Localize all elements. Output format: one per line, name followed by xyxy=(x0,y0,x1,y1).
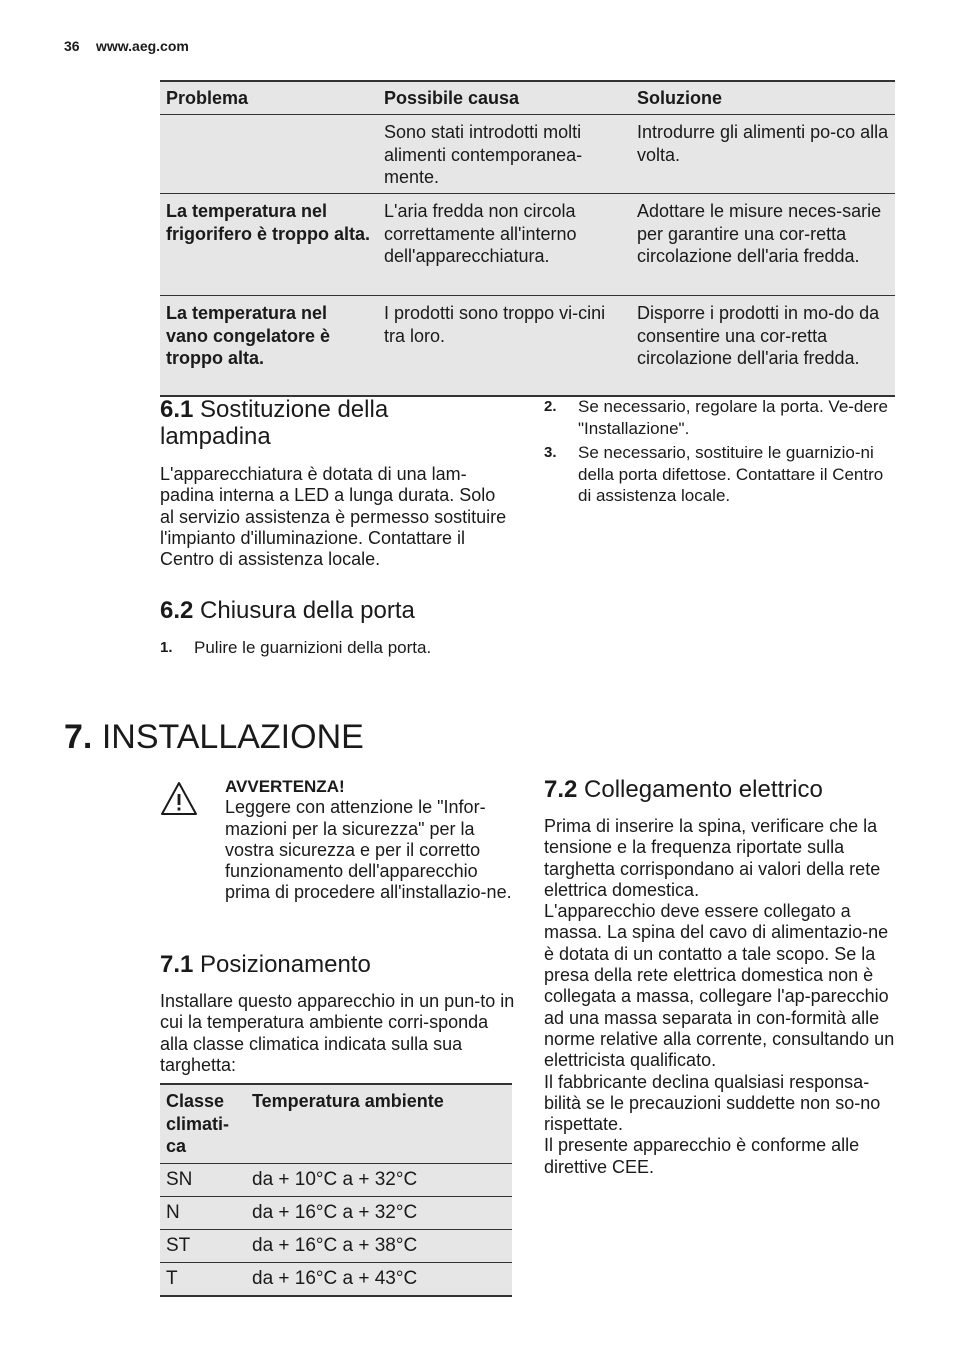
temperature-cell: da + 16°C a + 32°C xyxy=(252,1202,418,1223)
warning-title: AVVERTENZA! xyxy=(225,777,345,796)
class-cell: SN xyxy=(166,1169,193,1190)
solution-cell: Disporre i prodotti in mo-do da consentire una cor-retta circolazione dell'aria fredda. xyxy=(637,303,880,368)
chapter-heading xyxy=(64,716,364,758)
table-row xyxy=(160,1263,512,1297)
column-header-problem: Problema xyxy=(166,87,249,108)
table-row xyxy=(160,296,895,397)
class-cell: ST xyxy=(166,1235,191,1256)
problem-cell xyxy=(160,115,378,193)
paragraph: Prima di inserire la spina, verificare che la tensione e la frequenza riportate sulla targhetta corrispondano ai valori della rete elettrica domestica. xyxy=(544,816,881,900)
column-header-cause: Possibile causa xyxy=(384,87,520,108)
section-7-1-text: Installare questo apparecchio in un pun-to in cui la temperatura ambiente corri-sponda alla classe climatica indicata sulla sua targhetta: xyxy=(160,991,515,1075)
solution-cell: Adottare le misure neces-sarie per garantire una cor-retta circolazione dell'aria fredda. xyxy=(637,201,882,266)
step-number: 1. xyxy=(160,639,173,656)
step-text: Se necessario, sostituire le guarnizio-ni della porta difettose. Contattare il Centro di assistenza locale. xyxy=(578,443,884,505)
step-text: Pulire le guarnizioni della porta. xyxy=(194,638,432,657)
cause-cell: L'aria fredda non circola correttamente all'interno dell'apparecchiatura. xyxy=(384,201,577,266)
column-header-solution: Soluzione xyxy=(637,87,722,108)
section-number: 6.2 xyxy=(160,597,194,624)
problem-table xyxy=(160,80,895,397)
section-title: Collegamento elettrico xyxy=(584,776,823,803)
section-6-1-text: L'apparecchiatura è dotata di una lam-padina interna a LED a lunga durata. Solo al servizio assistenza è permesso sostituire l'impianto d'illuminazione. Contattare il Centro di assistenza locale. xyxy=(160,464,507,570)
chapter-title: INSTALLAZIONE xyxy=(101,718,364,756)
section-number: 7.2 xyxy=(544,776,578,803)
section-6-1-heading xyxy=(160,396,500,450)
table-row xyxy=(160,1230,512,1263)
section-title: Posizionamento xyxy=(200,951,371,978)
section-6-2-heading xyxy=(160,597,500,624)
section-7-2-text xyxy=(544,816,900,1178)
temperature-cell: da + 10°C a + 32°C xyxy=(252,1169,418,1190)
cause-cell: I prodotti sono troppo vi-cini tra loro. xyxy=(384,303,606,346)
step-text: Se necessario, regolare la porta. Ve-dere "Installazione". xyxy=(578,397,888,438)
problem-table-header xyxy=(160,80,895,115)
step-number: 2. xyxy=(544,398,557,415)
warning-text: Leggere con attenzione le "Infor-mazioni per la sicurezza" per la vostra sicurezza e per il corretto funzionamento dell'apparecchio prima di procedere all'installazio-ne. xyxy=(225,797,512,903)
solution-cell: Introdurre gli alimenti po-co alla volta. xyxy=(637,122,889,165)
class-cell: T xyxy=(166,1268,178,1289)
problem-cell: La temperatura nel frigorifero è troppo alta. xyxy=(166,201,371,244)
step-number: 3. xyxy=(544,444,557,461)
paragraph: Il fabbricante declina qualsiasi responsa-bilità se le precauzioni suddette non so-no rispettate. xyxy=(544,1071,881,1135)
section-7-1-heading xyxy=(160,951,512,978)
warning-triangle-icon xyxy=(160,780,198,818)
table-row xyxy=(160,1197,512,1230)
paragraph: L'apparecchio deve essere collegato a massa. La spina del cavo di alimentazio-ne è dotata di un contatto a tale scopo. Se la presa della rete elettrica domestica non è collegata a massa, collegare l'ap-parecchio ad una massa separata in con-formità alle norme relative alla corrente, consultando un elettricista qualificato. xyxy=(544,901,895,1071)
section-7-2-heading xyxy=(544,776,896,803)
section-title: Sostituzione della lampadina xyxy=(160,396,389,450)
page-number: 36 xyxy=(64,38,80,54)
climate-table xyxy=(160,1083,512,1297)
table-row xyxy=(160,194,895,296)
chapter-number: 7. xyxy=(64,718,93,756)
list-item xyxy=(544,442,896,507)
cause-cell: Sono stati introdotti molti alimenti contemporanea-mente. xyxy=(384,122,583,187)
steps-list-left xyxy=(160,637,512,662)
table-row xyxy=(160,115,895,194)
problem-cell: La temperatura nel vano congelatore è troppo alta. xyxy=(166,303,331,368)
steps-list-right xyxy=(544,396,896,510)
list-item xyxy=(544,396,896,439)
climate-table-header xyxy=(160,1083,512,1164)
site-url: www.aeg.com xyxy=(96,38,189,54)
temperature-cell: da + 16°C a + 38°C xyxy=(252,1235,418,1256)
list-item xyxy=(160,637,512,659)
section-number: 6.1 xyxy=(160,396,194,423)
column-header-temperature: Temperatura ambiente xyxy=(252,1091,444,1111)
section-title: Chiusura della porta xyxy=(200,597,415,624)
table-row xyxy=(160,1164,512,1197)
column-header-class: Classe climati-ca xyxy=(166,1091,230,1156)
temperature-cell: da + 16°C a + 43°C xyxy=(252,1268,418,1289)
class-cell: N xyxy=(166,1202,180,1223)
warning-block xyxy=(225,776,515,904)
paragraph: Il presente apparecchio è conforme alle direttive CEE. xyxy=(544,1135,860,1177)
section-number: 7.1 xyxy=(160,951,194,978)
